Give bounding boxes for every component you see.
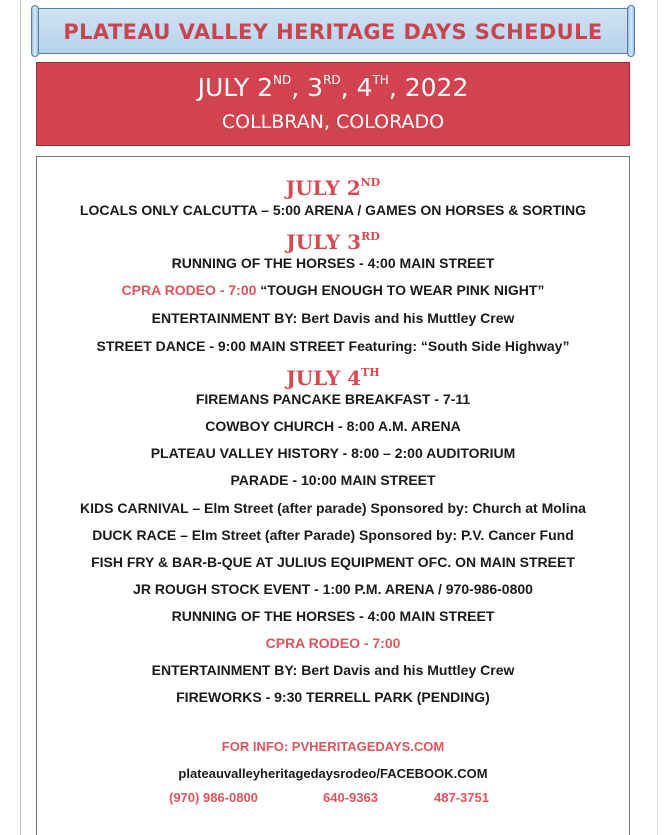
- event-item: FIREMANS PANCAKE BREAKFAST - 7-11: [195, 391, 471, 407]
- phone-number: 487-3751: [434, 790, 489, 805]
- event-item: KIDS CARNIVAL – Elm Street (after parade) Sponsored by: Church at Molina: [80, 500, 586, 516]
- event-item: STREET DANCE - 9:00 MAIN STREET Featuring: “South Side Highway”: [96, 338, 570, 354]
- day-heading-july-2: JULY 2ND: [285, 176, 381, 200]
- facebook-link[interactable]: plateauvalleyheritagedaysrodeo/FACEBOOK.COM: [178, 766, 488, 781]
- event-item: ENTERTAINMENT BY: Bert Davis and his Muttley Crew: [151, 310, 515, 326]
- page-title: PLATEAU VALLEY HERITAGE DAYS SCHEDULE: [63, 20, 603, 44]
- day-heading-july-4: JULY 4TH: [286, 366, 380, 390]
- event-location: COLLBRAN, COLORADO: [221, 111, 445, 133]
- event-item: PLATEAU VALLEY HISTORY - 8:00 – 2:00 AUDITORIUM: [150, 445, 516, 461]
- event-item-rodeo: CPRA RODEO - 7:00: [265, 635, 401, 651]
- schedule-box: [36, 156, 630, 835]
- event-item: RUNNING OF THE HORSES - 4:00 MAIN STREET: [171, 255, 495, 271]
- event-item: COWBOY CHURCH - 8:00 A.M. ARENA: [205, 418, 461, 434]
- event-item: LOCALS ONLY CALCUTTA – 5:00 ARENA / GAMES ON HORSES & SORTING: [79, 202, 587, 218]
- phone-number: 640-9363: [323, 790, 378, 805]
- event-item: FIREWORKS - 9:30 TERRELL PARK (PENDING): [176, 689, 490, 705]
- event-item: PARADE - 10:00 MAIN STREET: [230, 472, 436, 488]
- phone-number: (970) 986-0800: [169, 790, 258, 805]
- info-heading: FOR INFO: PVHERITAGEDAYS.COM: [221, 739, 445, 754]
- date-banner: [36, 62, 630, 146]
- page-left-edge: [20, 0, 21, 835]
- event-dates: JULY 2ND, 3RD, 4TH, 2022: [197, 73, 469, 102]
- event-item: JR ROUGH STOCK EVENT - 1:00 P.M. ARENA / 970-986-0800: [133, 581, 533, 597]
- title-scroll-banner: [36, 8, 630, 54]
- event-item: ENTERTAINMENT BY: Bert Davis and his Muttley Crew: [151, 662, 515, 678]
- event-item: FISH FRY & BAR-B-QUE AT JULIUS EQUIPMENT OFC. ON MAIN STREET: [91, 554, 575, 570]
- page-right-edge: [657, 0, 658, 835]
- event-item: DUCK RACE – Elm Street (after Parade) Sponsored by: P.V. Cancer Fund: [92, 527, 574, 543]
- event-item-rodeo: CPRA RODEO - 7:00 “TOUGH ENOUGH TO WEAR PINK NIGHT”: [121, 282, 545, 298]
- event-item: RUNNING OF THE HORSES - 4:00 MAIN STREET: [171, 608, 495, 624]
- day-heading-july-3: JULY 3RD: [286, 230, 380, 254]
